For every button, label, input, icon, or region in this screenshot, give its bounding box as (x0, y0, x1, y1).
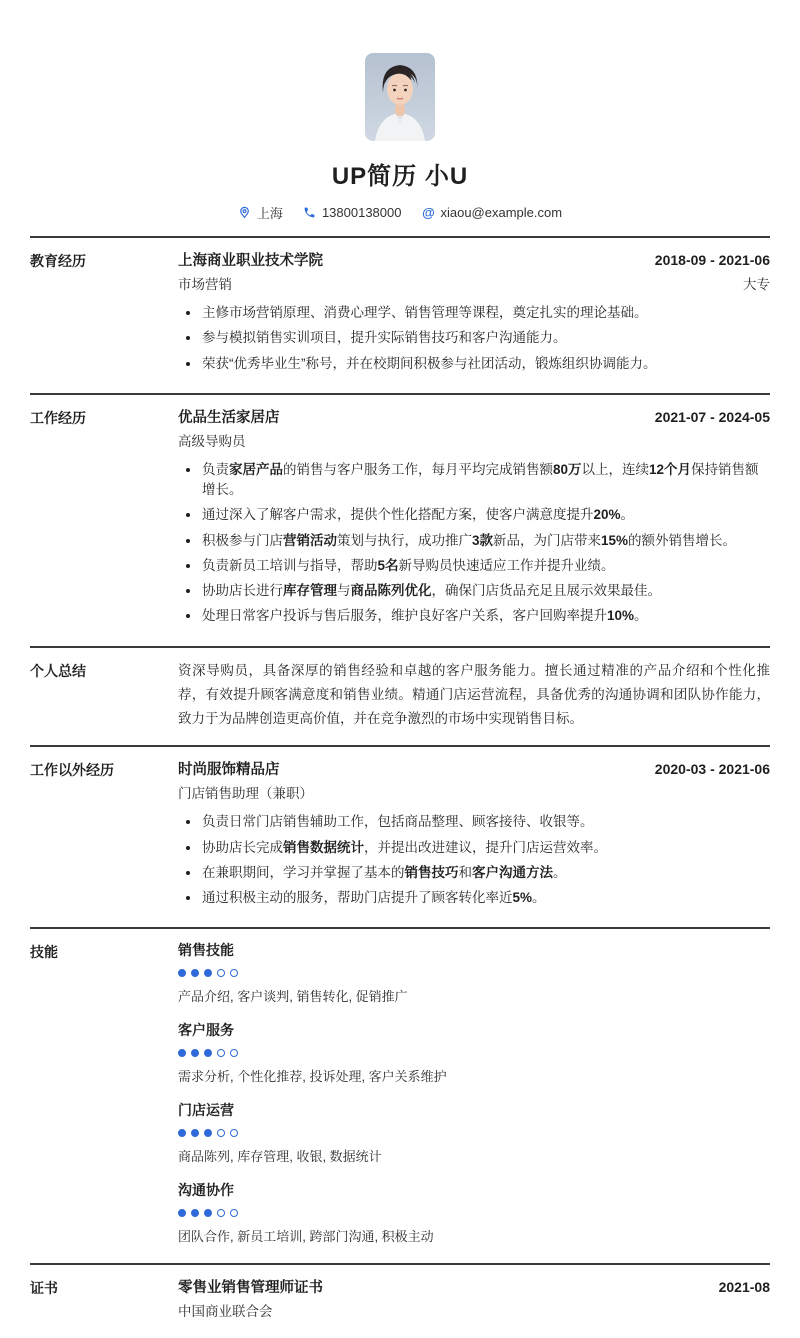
section-certificate (30, 1263, 770, 1320)
skill-level-dot (217, 1049, 225, 1057)
work-date: 2021-07 - 2024-05 (654, 408, 770, 425)
bullet-text: 主修市场营销原理、消费心理学、销售管理等课程，奠定扎实的理论基础。 (202, 305, 648, 320)
section-label-skills: 技能 (30, 944, 58, 961)
bullet-dot-icon (186, 539, 190, 543)
bullet-item (178, 505, 770, 525)
skill-detail: 商品陈列, 库存管理, 收银, 数据统计 (178, 1149, 382, 1165)
skill-level-dot (204, 1049, 212, 1057)
skill-name: 客户服务 (178, 1022, 234, 1039)
bullet-dot-icon (186, 846, 190, 850)
bullet-dot-icon (186, 589, 190, 593)
section-education (30, 236, 770, 379)
bullet-item (178, 460, 770, 501)
bullet-dot-icon (186, 896, 190, 900)
education-date: 2018-09 - 2021-06 (654, 252, 770, 268)
skill-level-dot (204, 1129, 212, 1137)
bullet-dot-icon (186, 362, 190, 366)
bullet-text: 荣获“优秀毕业生”称号，并在校期间积极参与社团活动，锻炼组织协调能力。 (202, 355, 657, 371)
section-label-summary: 个人总结 (30, 662, 86, 679)
candidate-name: UP简历 小U (331, 163, 469, 190)
skill-name: 销售技能 (178, 942, 234, 959)
contact-location (238, 203, 283, 222)
certificate-name: 零售业销售管理师证书 (178, 1280, 323, 1297)
certificate-body (178, 1276, 770, 1320)
section-other-experience (30, 745, 770, 913)
skill-detail: 产品介绍, 客户谈判, 销售转化, 促销推广 (178, 989, 408, 1005)
skill-level-dot (178, 1209, 186, 1217)
bullet-text: 积极参与门店营销活动策划与执行，成功推广3款新品，为门店带来15%的额外销售增长。 (202, 532, 737, 548)
bullet-dot-icon (186, 311, 190, 315)
skill-level (178, 1208, 770, 1217)
bullet-text: 负责新员工培训与指导，帮助5名新导购员快速适应工作并提升业绩。 (202, 557, 615, 573)
job-title: 高级导购员 (178, 433, 246, 449)
certificate-issuer: 中国商业联合会 (178, 1304, 273, 1320)
skill-level-dot (191, 1049, 199, 1057)
bullet-item (178, 812, 770, 832)
bullet-dot-icon (186, 336, 190, 340)
section-label-certificate: 证书 (30, 1280, 58, 1297)
location-icon (238, 206, 252, 220)
bullet-dot-icon (186, 564, 190, 568)
skill-item (178, 1100, 770, 1165)
phone-icon (303, 206, 317, 220)
section-skills (30, 927, 770, 1249)
contact-email-text: xiaou@example.com (440, 205, 563, 220)
skill-item (178, 940, 770, 1005)
skill-name: 门店运营 (178, 1102, 234, 1119)
school-name: 上海商业职业技术学院 (178, 253, 323, 269)
education-bullets (178, 303, 770, 374)
skill-level-dot (217, 1129, 225, 1137)
skill-level (178, 968, 770, 977)
skill-level-dot (178, 1049, 186, 1057)
contact-phone-text: 13800138000 (321, 205, 402, 220)
section-label-education: 教育经历 (30, 253, 86, 269)
skill-level-dot (217, 969, 225, 977)
other-job-title: 门店销售助理（兼职） (178, 786, 313, 802)
skill-level-dot (204, 1209, 212, 1217)
other-experience-bullets (178, 812, 770, 908)
bullet-dot-icon (186, 468, 190, 472)
bullet-text: 通过积极主动的服务，帮助门店提升了顾客转化率近5%。 (202, 890, 546, 906)
other-experience-body (178, 758, 770, 913)
bullet-item (178, 556, 770, 576)
skill-level-dot (230, 1209, 238, 1217)
bullet-item (178, 581, 770, 601)
skill-item (178, 1020, 770, 1085)
bullet-item (178, 354, 770, 374)
other-experience-date: 2020-03 - 2021-06 (654, 761, 770, 778)
bullet-text: 协助店长完成销售数据统计，并提出改进建议，提升门店运营效率。 (202, 839, 607, 855)
skill-detail: 团队合作, 新员工培训, 跨部门沟通, 积极主动 (178, 1229, 434, 1245)
bullet-item (178, 303, 770, 323)
skill-level-dot (230, 969, 238, 977)
section-label-other-experience: 工作以外经历 (30, 762, 114, 779)
bullet-item (178, 888, 770, 908)
summary-text: 资深导购员，具备深厚的销售经验和卓越的客户服务能力。擅长通过精准的产品介绍和个性化推荐，有效提升顾客满意度和销售业绩。精通门店运营流程，具备优秀的沟通协调和团队协作能力，致力于为品牌创造更高价值，并在竞争激烈的市场中实现销售目标。 (178, 662, 770, 727)
contact-email (421, 205, 562, 220)
resume-header (30, 0, 770, 222)
bullet-dot-icon (186, 614, 190, 618)
work-body (178, 406, 770, 632)
education-major: 市场营销 (178, 277, 232, 292)
bullet-text: 在兼职期间，学习并掌握了基本的销售技巧和客户沟通方法。 (202, 864, 567, 880)
other-company-name: 时尚服饰精品店 (178, 762, 280, 779)
skill-level-dot (178, 969, 186, 977)
skill-detail: 需求分析, 个性化推荐, 投诉处理, 客户关系维护 (178, 1069, 447, 1085)
email-icon: @ (422, 205, 435, 220)
bullet-dot-icon (186, 820, 190, 824)
skills-body (178, 940, 770, 1249)
skill-level-dot (191, 969, 199, 977)
avatar (365, 53, 435, 141)
section-label-work: 工作经历 (30, 409, 86, 426)
section-work (30, 393, 770, 632)
bullet-text: 通过深入了解客户需求，提供个性化搭配方案，使客户满意度提升20%。 (202, 507, 635, 523)
bullet-text: 负责日常门店销售辅助工作，包括商品整理、顾客接待、收银等。 (202, 814, 594, 830)
bullet-text: 参与模拟销售实训项目，提升实际销售技巧和客户沟通能力。 (202, 330, 567, 346)
bullet-text: 负责家居产品的销售与客户服务工作，每月平均完成销售额80万以上，连续12个月保持销售额增长。 (202, 461, 759, 497)
bullet-item (178, 531, 770, 551)
avatar-photo (365, 53, 435, 141)
bullet-item (178, 606, 770, 626)
skill-level-dot (191, 1209, 199, 1217)
contact-phone (303, 205, 402, 220)
contact-location-text: 上海 (256, 206, 283, 221)
summary-body (178, 659, 770, 732)
bullet-item (178, 328, 770, 348)
certificate-date: 2021-08 (718, 1279, 770, 1296)
work-bullets (178, 460, 770, 627)
section-summary (30, 646, 770, 732)
skill-level-dot (217, 1209, 225, 1217)
bullet-item (178, 863, 770, 883)
bullet-item (178, 838, 770, 858)
contact-row (30, 203, 770, 222)
skill-level-dot (230, 1049, 238, 1057)
skill-item (178, 1180, 770, 1245)
skill-level-dot (230, 1129, 238, 1137)
skill-level-dot (178, 1129, 186, 1137)
bullet-text: 处理日常客户投诉与售后服务，维护良好客户关系，客户回购率提升10%。 (202, 608, 648, 624)
education-body (178, 249, 770, 379)
education-degree: 大专 (743, 277, 770, 292)
skill-level (178, 1048, 770, 1057)
skill-level-dot (191, 1129, 199, 1137)
skill-level-dot (204, 969, 212, 977)
bullet-dot-icon (186, 513, 190, 517)
bullet-dot-icon (186, 871, 190, 875)
company-name: 优品生活家居店 (178, 409, 280, 426)
skill-name: 沟通协作 (178, 1182, 234, 1199)
bullet-text: 协助店长进行库存管理与商品陈列优化，确保门店货品充足且展示效果最佳。 (202, 583, 661, 598)
